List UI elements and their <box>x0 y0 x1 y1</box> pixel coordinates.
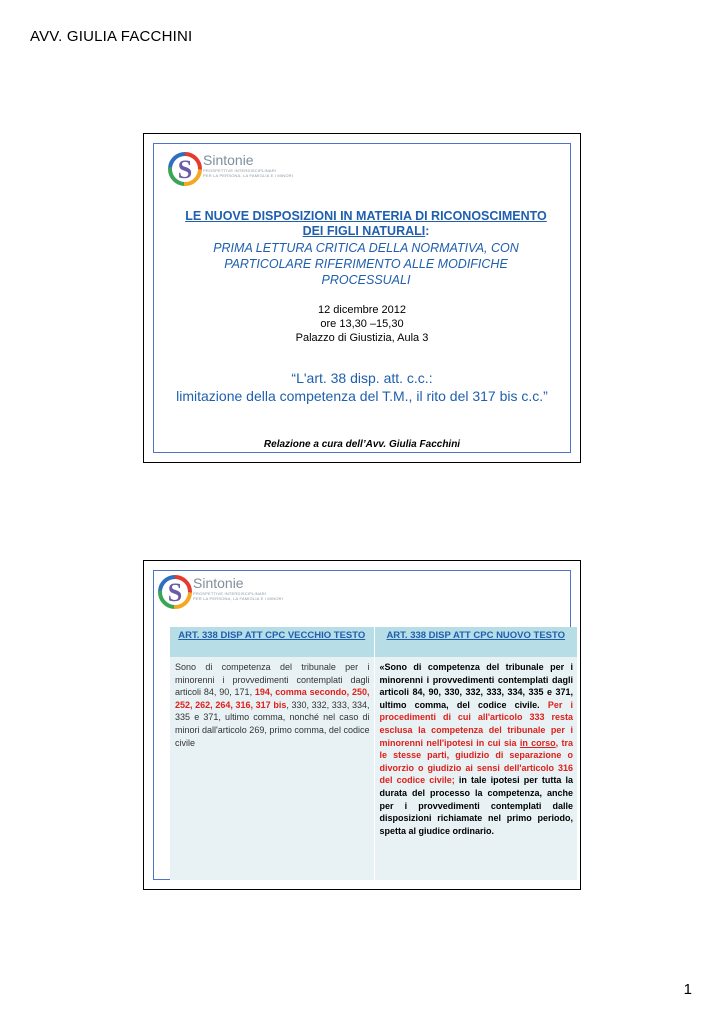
new-text-part-b: in tale ipotesi per tutta la durata del processo la competenza, anche per i provvedimenti contemplati dalle disposizioni richiamate nel primo periodo, spetta al giudice ordinario. <box>379 775 573 836</box>
logo-name: Sintonie <box>193 575 244 591</box>
subtitle-line-2: PARTICOLARE RIFERIMENTO ALLE MODIFICHE <box>224 257 508 271</box>
logo-sub-line2: PER LA PERSONA, LA FAMIGLIA E I MINORI <box>193 596 284 601</box>
sintonie-logo-icon <box>158 575 192 609</box>
logo-sub-line1: PROSPETTIVE INTERDISCIPLINARI <box>203 168 277 173</box>
table-row <box>170 657 577 880</box>
slide-comparison <box>143 560 581 890</box>
table-header-row <box>170 627 577 657</box>
event-time: ore 13,30 –15,30 <box>320 318 404 330</box>
page-header: AVV. GIULIA FACCHINI <box>30 28 193 45</box>
event-place: Palazzo di Giustizia, Aula 3 <box>295 332 429 344</box>
new-text-cell <box>374 657 578 880</box>
logo-sub-line1: PROSPETTIVE INTERDISCIPLINARI <box>193 591 267 596</box>
sintonie-logo-icon <box>168 152 202 186</box>
old-text-highlight: 194, comma secondo, 250, 252, 262, 264, 316, 317 bis <box>175 687 370 710</box>
old-text-cell <box>170 657 374 880</box>
sintonie-logo <box>168 152 293 186</box>
slide-frame <box>153 570 571 880</box>
old-text-part-a: Sono di competenza del tribunale per i minorenni i provvedimenti contemplati dagli articoli 84, 90, 171, <box>175 662 370 698</box>
logo-sub-line2: PER LA PERSONA, LA FAMIGLIA E I MINORI <box>203 173 294 178</box>
logo-name: Sintonie <box>203 152 254 168</box>
svg-text:S: S <box>167 578 183 607</box>
title-line-1: LE NUOVE DISPOSIZIONI IN MATERIA DI RICONOSCIMENTO <box>185 209 547 223</box>
title-colon: : <box>425 224 430 238</box>
new-text-underlined: in corso <box>519 737 556 748</box>
slide-title <box>143 133 581 463</box>
title-line-2: DEI FIGLI NATURALI <box>302 224 426 238</box>
subtitle-line-3: PROCESSUALI <box>321 273 411 287</box>
event-date: 12 dicembre 2012 <box>317 304 407 316</box>
talk-title-line-1: “L'art. 38 disp. att. c.c.: <box>291 370 433 386</box>
author-credit: Relazione a cura dell’Avv. Giulia Facchini <box>263 439 461 450</box>
new-text-highlight-1: Per i procedimenti di cui all'articolo 333 resta esclusa la competenza del tribunale per i minorenni nell'ipotesi in cui sia <box>379 699 573 748</box>
new-text-highlight-2: , tra le stesse parti, giudizio di separazione o divorzio o giudizio ai sensi dell'articolo 316 del codice civile; <box>379 737 573 786</box>
slide-title-heading <box>172 209 560 239</box>
sintonie-logo <box>158 575 283 609</box>
slide-subtitle <box>174 240 558 288</box>
old-text-part-b: , 330, 332, 333, 334, 335 e 371, ultimo comma, nonché nel caso di minori dall'articolo 269, primo comma, del codice civile <box>175 699 370 748</box>
slide-frame <box>153 143 571 453</box>
svg-text:S: S <box>177 155 193 184</box>
column-header-old: ART. 338 DISP ATT CPC VECCHIO TESTO <box>178 630 366 641</box>
page-number: 1 <box>683 981 692 998</box>
new-text-part-a: «Sono di competenza del tribunale per i minorenni i provvedimenti contemplati dagli articoli 84, 90, 330, 332, 333, 334, 335 e 371, ultimo comma, del codice civile. <box>379 662 573 710</box>
comparison-table <box>170 627 577 880</box>
event-details <box>154 303 570 345</box>
talk-title <box>160 369 564 405</box>
column-header-new: ART. 338 DISP ATT CPC NUOVO TESTO <box>374 627 578 657</box>
talk-title-line-2: limitazione della competenza del T.M., il rito del 317 bis c.c.” <box>176 388 548 404</box>
subtitle-line-1: PRIMA LETTURA CRITICA DELLA NORMATIVA, CON <box>213 241 519 255</box>
